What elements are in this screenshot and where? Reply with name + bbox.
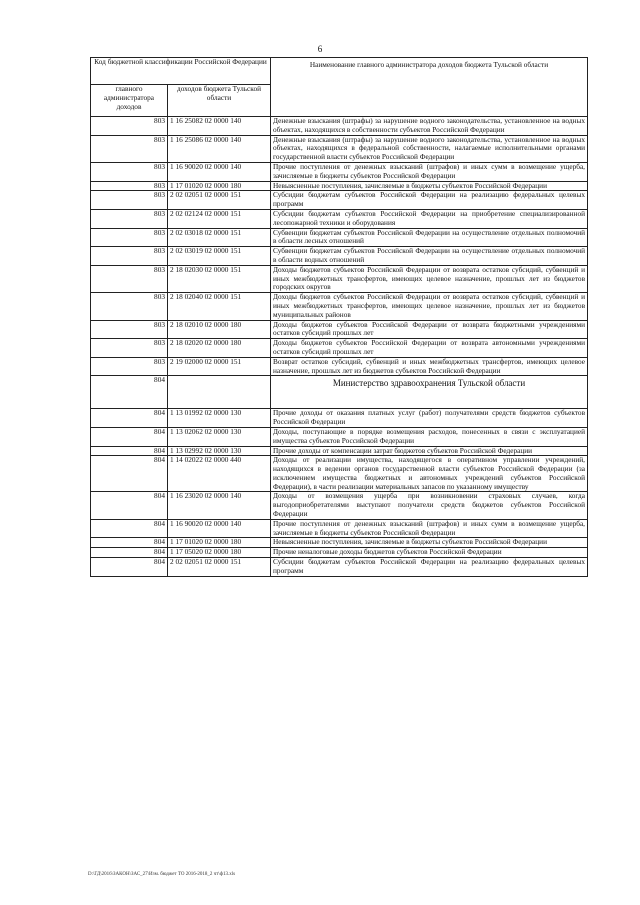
income-code: 1 16 25086 02 0000 140 — [168, 135, 271, 162]
file-path-footer: D:\ГД\2016\ЗАКОН\ЗАС_27\Изм. бюджет ТО 2016-2018_2 чт\ф13.xls — [88, 872, 236, 877]
admin-code: 803 — [91, 209, 168, 228]
admin-column-header: главного администратора доходов — [91, 85, 168, 117]
admin-code: 803 — [91, 339, 168, 358]
table-row — [91, 293, 588, 320]
income-code: 2 02 02051 02 0000 151 — [168, 558, 271, 577]
admin-code: 803 — [91, 320, 168, 339]
income-name: Невыясненные поступления, зачисляемые в бюджеты субъектов Российской Федерации — [271, 181, 588, 191]
admin-code: 804 — [91, 519, 168, 538]
table-row — [91, 558, 588, 577]
income-name: Доходы, поступающие в порядке возмещения расходов, понесенных в связи с эксплуатацией имущества субъектов Российской Федерации — [271, 427, 588, 446]
table-row — [91, 339, 588, 358]
table-row — [91, 247, 588, 266]
income-code: 1 14 02022 02 0000 440 — [168, 456, 271, 492]
table-row — [91, 209, 588, 228]
income-code: 2 19 02000 02 0000 151 — [168, 357, 271, 376]
table-row — [91, 228, 588, 247]
income-name: Прочие доходы от компенсации затрат бюджетов субъектов Российской Федерации — [271, 446, 588, 456]
income-column-header: доходов бюджета Тульской области — [168, 85, 271, 117]
income-code: 1 16 23020 02 0000 140 — [168, 492, 271, 519]
admin-code: 804 — [91, 492, 168, 519]
income-code: 1 16 25082 02 0000 140 — [168, 117, 271, 136]
page-number: 6 — [317, 44, 323, 54]
income-name: Доходы бюджетов субъектов Российской Федерации от возврата остатков субсидий, субвенций и иных межбюджетных трансфертов, имеющих целевое назначение, прошлых лет из бюджетов городских округов — [271, 265, 588, 292]
kbk-header: Код бюджетной классификации Российской Федерации — [91, 58, 271, 85]
income-name: Доходы бюджетов субъектов Российской Федерации от возврата бюджетными учреждениями остатков субсидий прошлых лет — [271, 320, 588, 339]
income-code: 2 02 03018 02 0000 151 — [168, 228, 271, 247]
admin-code: 803 — [91, 135, 168, 162]
admin-code: 804 — [91, 409, 168, 428]
section-admin-code: 804 — [91, 376, 168, 409]
admin-code: 803 — [91, 247, 168, 266]
income-name: Доходы бюджетов субъектов Российской Федерации от возврата автономными учреждениями остатков субсидий прошлых лет — [271, 339, 588, 358]
section-empty-cell — [168, 376, 271, 409]
admin-code: 803 — [91, 191, 168, 210]
income-name: Субсидии бюджетам субъектов Российской Федерации на реализацию федеральных целевых программ — [271, 191, 588, 210]
income-name: Прочие поступления от денежных взысканий (штрафов) и иных сумм в возмещение ущерба, зачисляемые в бюджеты субъектов Российской Федерации — [271, 162, 588, 181]
table-row — [91, 265, 588, 292]
table-row — [91, 357, 588, 376]
table-row — [91, 456, 588, 492]
admin-code: 804 — [91, 538, 168, 548]
admin-code: 803 — [91, 228, 168, 247]
income-code: 2 02 02124 02 0000 151 — [168, 209, 271, 228]
table-row — [91, 135, 588, 162]
table-row — [91, 117, 588, 136]
income-name: Прочие неналоговые доходы бюджетов субъектов Российской Федерации — [271, 548, 588, 558]
section-row — [91, 376, 588, 409]
revenue-administrators-table — [90, 57, 588, 577]
table-row — [91, 409, 588, 428]
admin-code: 803 — [91, 265, 168, 292]
table-body-804 — [91, 409, 588, 576]
income-code: 1 13 01992 02 0000 130 — [168, 409, 271, 428]
income-code: 2 18 02020 02 0000 180 — [168, 339, 271, 358]
income-name: Невыясненные поступления, зачисляемые в бюджеты субъектов Российской Федерации — [271, 538, 588, 548]
income-code: 2 02 02051 02 0000 151 — [168, 191, 271, 210]
admin-code: 803 — [91, 117, 168, 136]
table-row — [91, 427, 588, 446]
section-title: Министерство здравоохранения Тульской области — [271, 376, 588, 409]
income-name: Прочие доходы от оказания платных услуг (работ) получателями средств бюджетов субъектов Российской Федерации — [271, 409, 588, 428]
income-code: 2 02 03019 02 0000 151 — [168, 247, 271, 266]
income-code: 1 17 01020 02 0000 180 — [168, 181, 271, 191]
income-name: Прочие поступления от денежных взысканий (штрафов) и иных сумм в возмещение ущерба, зачисляемые в бюджеты субъектов Российской Федерации — [271, 519, 588, 538]
admin-code: 804 — [91, 548, 168, 558]
income-code: 1 13 02062 02 0000 130 — [168, 427, 271, 446]
admin-code: 803 — [91, 162, 168, 181]
table-row — [91, 320, 588, 339]
table-row — [91, 162, 588, 181]
income-name: Субсидии бюджетам субъектов Российской Федерации на приобретение специализированной лесопожарной техники и оборудования — [271, 209, 588, 228]
admin-code: 804 — [91, 427, 168, 446]
table-row — [91, 492, 588, 519]
table-body-803 — [91, 117, 588, 376]
admin-code: 803 — [91, 357, 168, 376]
admin-code: 804 — [91, 558, 168, 577]
income-code: 1 17 05020 02 0000 180 — [168, 548, 271, 558]
income-code: 1 16 90020 02 0000 140 — [168, 519, 271, 538]
income-name: Субсидии бюджетам субъектов Российской Федерации на реализацию федеральных целевых программ — [271, 558, 588, 577]
admin-code: 804 — [91, 456, 168, 492]
income-code: 2 18 02040 02 0000 151 — [168, 293, 271, 320]
income-name: Доходы бюджетов субъектов Российской Федерации от возврата остатков субсидий, субвенций и иных межбюджетных трансфертов, имеющих целевое назначение, прошлых лет из бюджетов муниципальных районов — [271, 293, 588, 320]
income-name: Денежные взыскания (штрафы) за нарушение водного законодательства, установленное на водных объектах, находящихся в федеральной собственности, налагаемые исполнительными органами государственной власти субъектов Российской Федерации — [271, 135, 588, 162]
income-code: 1 13 02992 02 0000 130 — [168, 446, 271, 456]
income-name: Денежные взыскания (штрафы) за нарушение водного законодательства, установленное на водных объектах, находящихся в собственности субъектов Российской Федерации — [271, 117, 588, 136]
income-code: 2 18 02030 02 0000 151 — [168, 265, 271, 292]
income-code: 1 16 90020 02 0000 140 — [168, 162, 271, 181]
income-name: Субвенции бюджетам субъектов Российской Федерации на осуществление отдельных полномочий в области лесных отношений — [271, 228, 588, 247]
table-body-section — [91, 376, 588, 409]
income-name: Субвенции бюджетам субъектов Российской Федерации на осуществление отдельных полномочий в области водных отношений — [271, 247, 588, 266]
income-code: 2 18 02010 02 0000 180 — [168, 320, 271, 339]
income-name: Доходы от возмещения ущерба при возникновении страховых случаев, когда выгодоприобретателями выступают получатели средств бюджетов субъектов Российской Федерации — [271, 492, 588, 519]
income-name: Возврат остатков субсидий, субвенций и иных межбюджетных трансфертов, имеющих целевое назначение, прошлых лет из бюджетов субъектов Российской Федерации — [271, 357, 588, 376]
table-row — [91, 519, 588, 538]
admin-code: 804 — [91, 446, 168, 456]
admin-code: 803 — [91, 181, 168, 191]
admin-code: 803 — [91, 293, 168, 320]
income-code: 1 17 01020 02 0000 180 — [168, 538, 271, 548]
income-name: Доходы от реализации имущества, находящегося в оперативном управлении учреждений, находящихся в ведении органов государственной власти субъектов Российской Федерации (за исключением имущества бюджетных и автономных учреждений субъектов Российской Федерации), в части реализации материальных запасов по указанному имуществу — [271, 456, 588, 492]
table-row — [91, 191, 588, 210]
name-header: Наименование главного администратора доходов бюджета Тульской области — [271, 58, 588, 117]
